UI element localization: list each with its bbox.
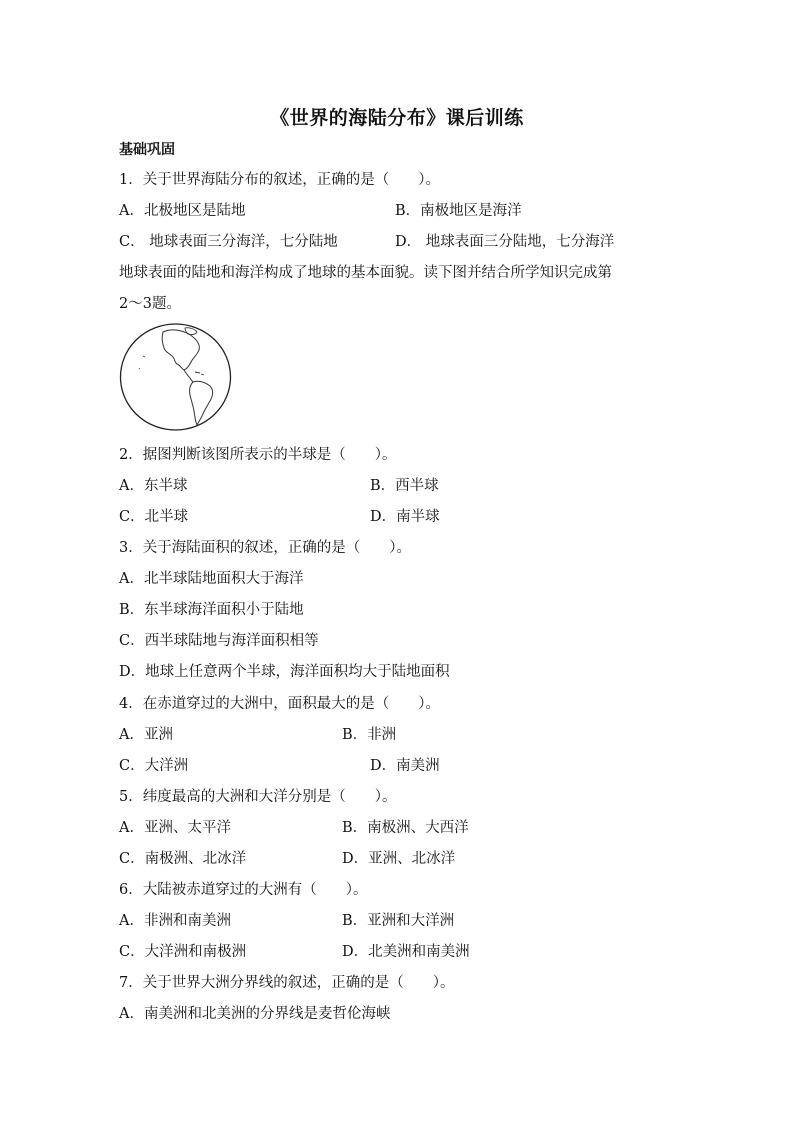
question-7-option-a: A．南美洲和北美洲的分界线是麦哲伦海峡	[119, 1006, 391, 1022]
question-5-option-c: C．南极洲、北冰洋	[119, 851, 247, 867]
question-6-option-c: C．大洋洲和南极洲	[119, 944, 247, 960]
question-1-stem: 1．关于世界海陆分布的叙述，正确的是（ ）。	[119, 172, 440, 188]
question-6-stem: 6．大陆被赤道穿过的大洲有（ ）。	[119, 882, 368, 898]
question-3-stem: 3．关于海陆面积的叙述，正确的是（ ）。	[119, 540, 411, 556]
section-heading: 基础巩固	[119, 142, 175, 158]
question-5-stem: 5．纬度最高的大洲和大洋分别是（ ）。	[119, 789, 397, 805]
question-2-option-b: B．西半球	[370, 478, 439, 494]
question-4-stem: 4．在赤道穿过的大洲中，面积最大的是（ ）。	[119, 696, 440, 712]
question-6-option-d: D．北美洲和南美洲	[342, 944, 470, 960]
question-4-option-b: B．非洲	[342, 727, 397, 743]
question-4-option-d: D．南美洲	[370, 758, 440, 774]
question-1-option-d: D． 地球表面三分陆地，七分海洋	[395, 234, 615, 250]
question-2-stem: 2．据图判断该图所表示的半球是（ ）。	[119, 447, 397, 463]
question-1-option-a: A．北极地区是陆地	[119, 203, 246, 219]
question-3-option-c: C．西半球陆地与海洋面积相等	[119, 633, 319, 649]
question-2-option-d: D．南半球	[370, 509, 440, 525]
question-5-option-d: D．亚洲、北冰洋	[342, 851, 456, 867]
question-4-option-a: A．亚洲	[119, 727, 173, 743]
globe-figure	[119, 322, 232, 432]
question-3-option-b: B．东半球海洋面积小于陆地	[119, 602, 304, 618]
question-5-option-a: A．亚洲、太平洋	[119, 820, 231, 836]
question-5-option-b: B．南极洲、大西洋	[342, 820, 469, 836]
globe-western-hemisphere-icon	[119, 322, 232, 432]
page-title: 《世界的海陆分布》课后训练	[270, 107, 524, 129]
question-4-option-c: C．大洋洲	[119, 758, 189, 774]
question-6-option-a: A．非洲和南美洲	[119, 913, 231, 929]
question-2-option-c: C．北半球	[119, 509, 189, 525]
question-1-option-b: B．南极地区是海洋	[395, 203, 522, 219]
question-2-option-a: A．东半球	[119, 478, 188, 494]
question-6-option-b: B．亚洲和大洋洲	[342, 913, 455, 929]
question-7-stem: 7．关于世界大洲分界线的叙述，正确的是（ ）。	[119, 975, 455, 991]
question-3-option-d: D．地球上任意两个半球，海洋面积均大于陆地面积	[119, 664, 450, 680]
intro-line-2: 2～3题。	[119, 296, 181, 312]
question-1-option-c: C． 地球表面三分海洋，七分陆地	[119, 234, 338, 250]
intro-line-1: 地球表面的陆地和海洋构成了地球的基本面貌。读下图并结合所学知识完成第	[119, 265, 612, 281]
question-3-option-a: A．北半球陆地面积大于海洋	[119, 571, 304, 587]
